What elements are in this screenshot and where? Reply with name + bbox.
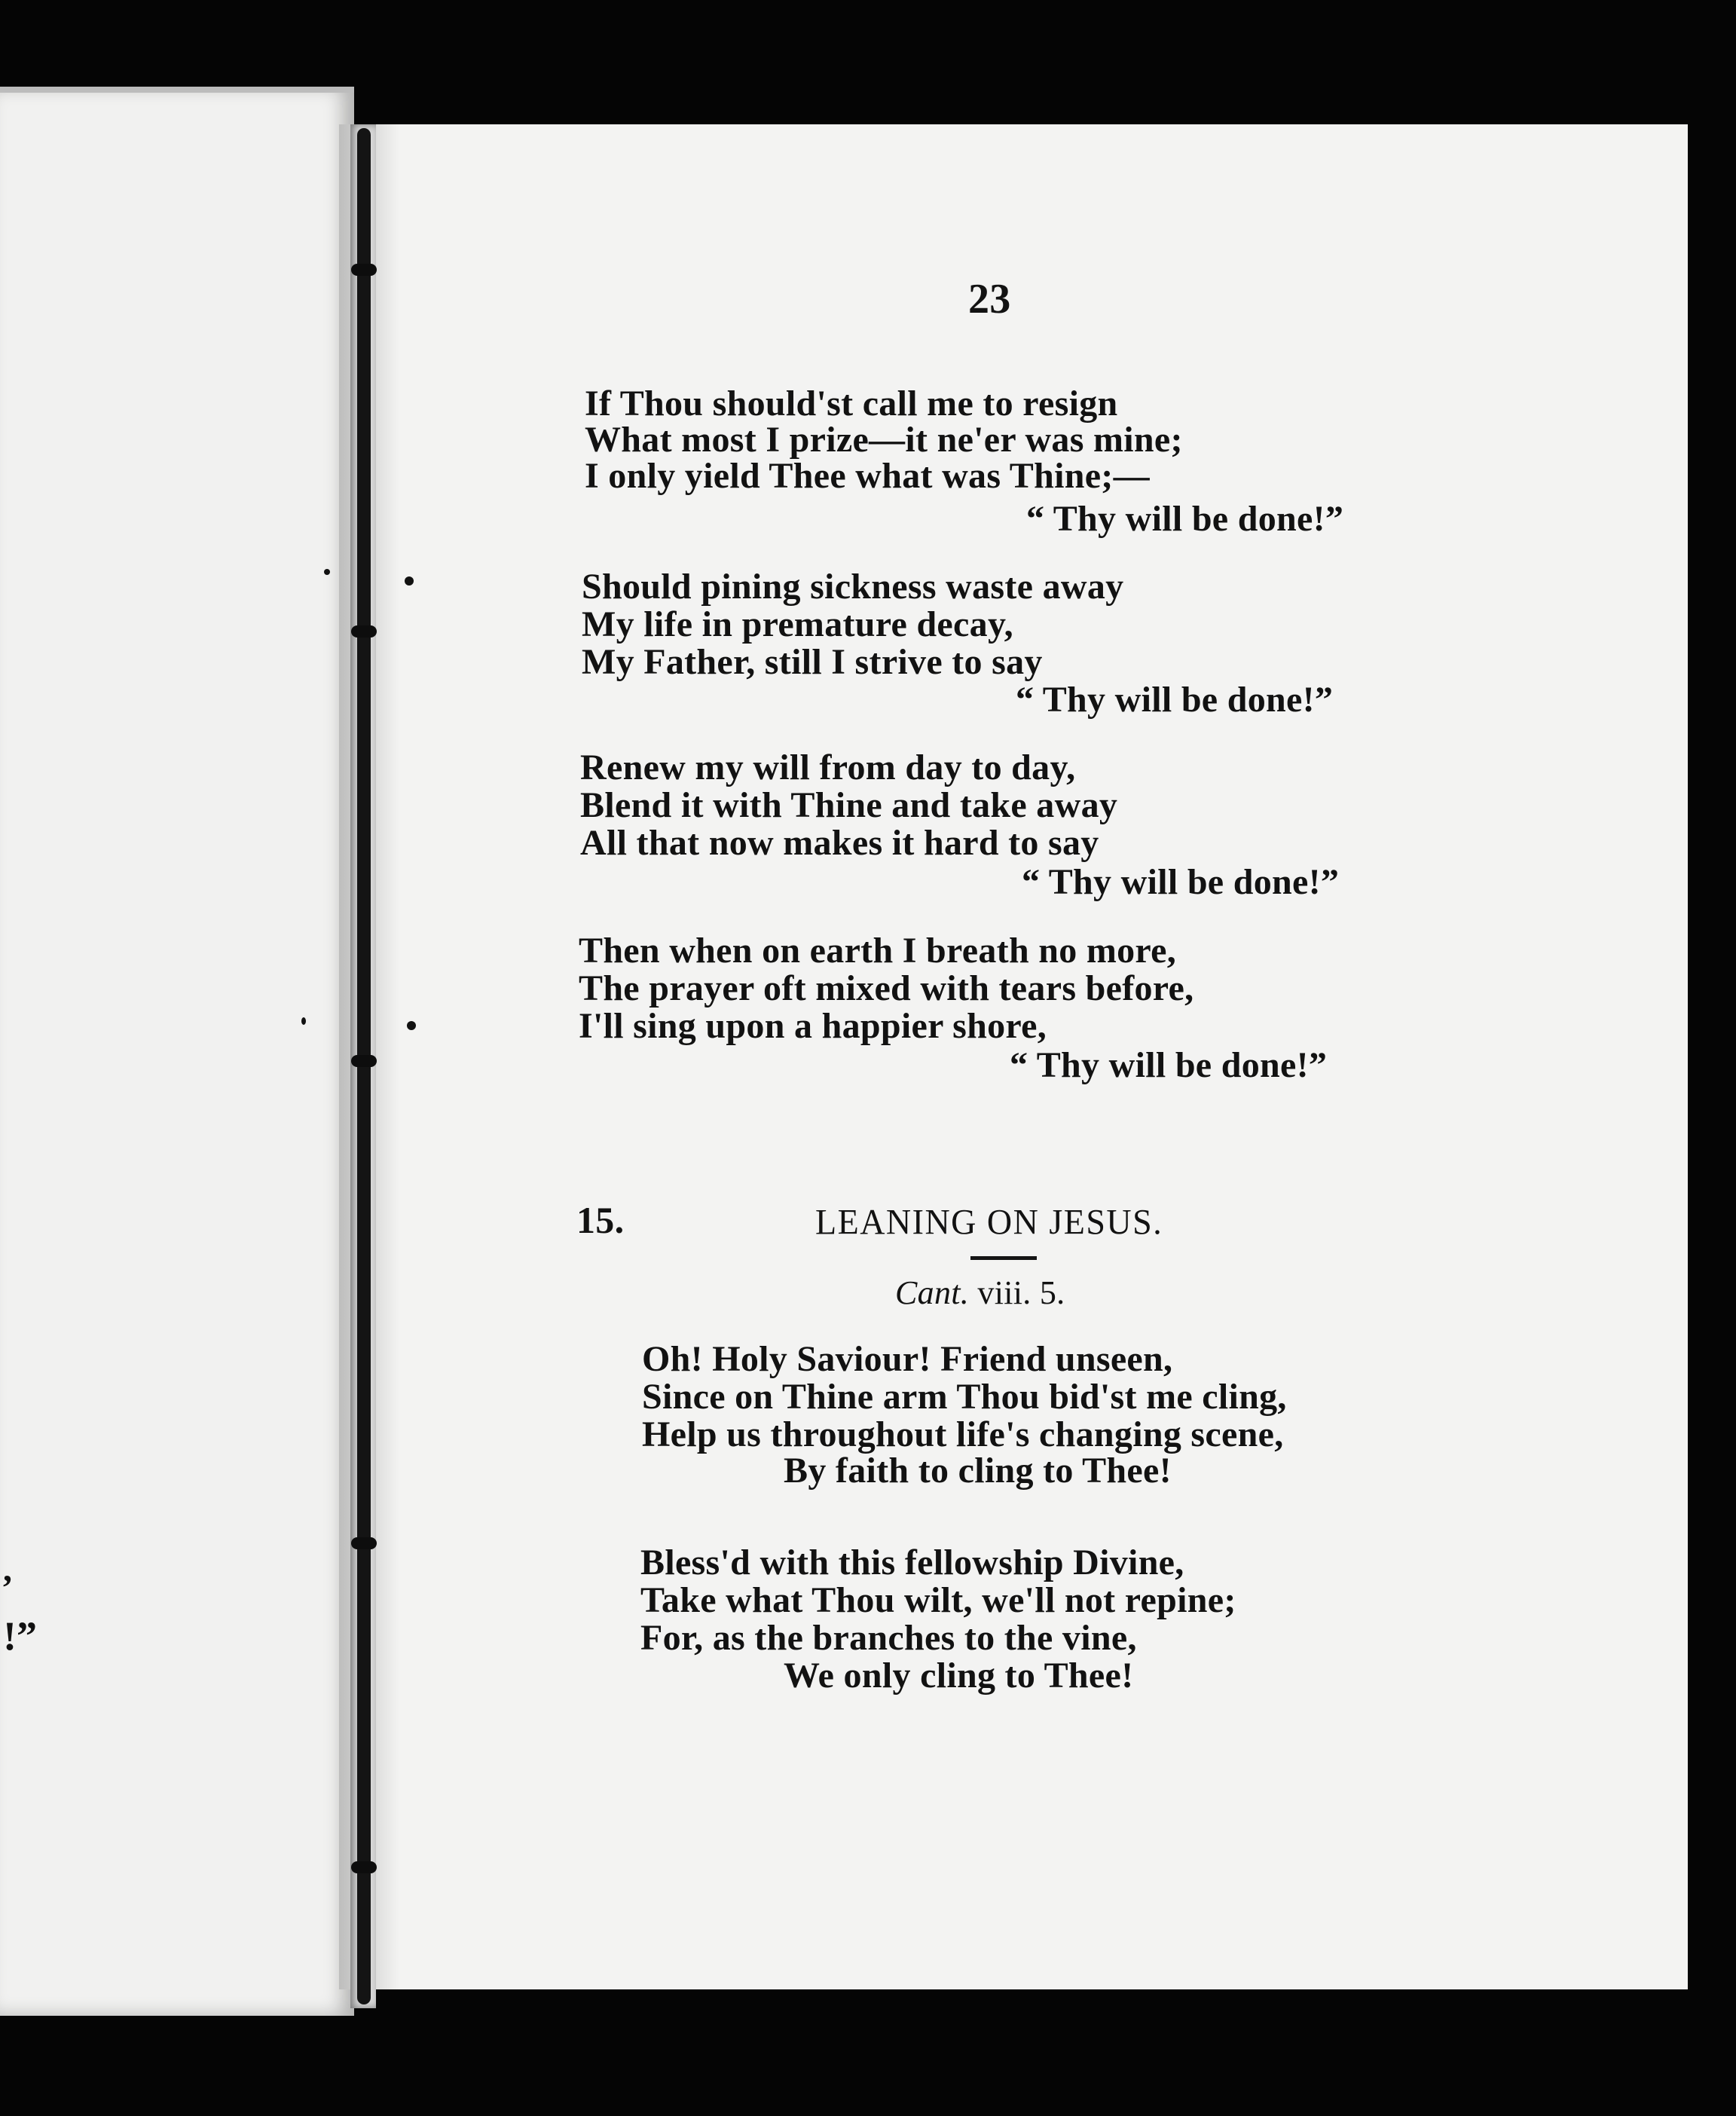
verse-line: Should pining sickness waste away: [582, 567, 1124, 607]
left-page: [0, 87, 354, 2016]
binding-stitch: [351, 264, 377, 276]
scripture-chapter-verse: viii. 5.: [977, 1274, 1065, 1311]
refrain-line: “ Thy will be done!”: [1016, 680, 1334, 720]
binding-stitch: [351, 1861, 377, 1873]
left-page-offset-comma: ,: [3, 1549, 12, 1589]
refrain-line: “ Thy will be done!”: [1026, 499, 1344, 539]
verse-line: My Father, still I strive to say: [582, 642, 1043, 682]
refrain-line: We only cling to Thee!: [784, 1656, 1134, 1696]
verse-line: Bless'd with this fellowship Divine,: [640, 1543, 1184, 1582]
verse-line: Oh! Holy Saviour! Friend unseen,: [642, 1339, 1173, 1379]
verse-line: What most I prize—it ne'er was mine;: [585, 420, 1183, 460]
verse-line: Take what Thou wilt, we'll not repine;: [640, 1580, 1236, 1620]
verse-line: Since on Thine arm Thou bid'st me cling,: [642, 1377, 1287, 1417]
verse-line: My life in premature decay,: [582, 604, 1013, 644]
scripture-reference: [895, 1274, 1065, 1312]
binding-hole: [324, 569, 330, 575]
left-page-edge: [0, 87, 354, 93]
verse-line: For, as the branches to the vine,: [640, 1618, 1137, 1658]
binding-stitch: [351, 1055, 377, 1067]
verse-line: I only yield Thee what was Thine;—: [585, 456, 1150, 496]
hymn-number: 15.: [576, 1199, 625, 1241]
title-rule: [970, 1256, 1037, 1260]
binding-stitch: [351, 625, 377, 638]
refrain-line: “ Thy will be done!”: [1010, 1045, 1328, 1085]
binding-stitch: [351, 1537, 377, 1549]
verse-line: Help us throughout life's changing scene,: [642, 1414, 1284, 1454]
verse-line: The prayer oft mixed with tears before,: [579, 968, 1194, 1008]
refrain-line: “ Thy will be done!”: [1022, 862, 1340, 902]
verse-line: I'll sing upon a happier shore,: [579, 1006, 1047, 1046]
hymn-title: LEANING ON JESUS.: [815, 1202, 1163, 1242]
binding-hole: [405, 576, 414, 586]
verse-line: If Thou should'st call me to resign: [585, 384, 1118, 424]
verse-line: All that now makes it hard to say: [580, 823, 1099, 863]
verse-line: Renew my will from day to day,: [580, 748, 1076, 787]
refrain-line: By faith to cling to Thee!: [784, 1451, 1172, 1491]
verse-line: Blend it with Thine and take away: [580, 785, 1118, 825]
scripture-book: Cant.: [895, 1274, 970, 1311]
binding-hole: [407, 1021, 416, 1030]
binding-hole: [301, 1017, 306, 1025]
page-number: 23: [968, 276, 1011, 323]
left-page-offset-quote: !”: [3, 1613, 37, 1659]
verse-line: Then when on earth I breath no more,: [579, 931, 1177, 971]
